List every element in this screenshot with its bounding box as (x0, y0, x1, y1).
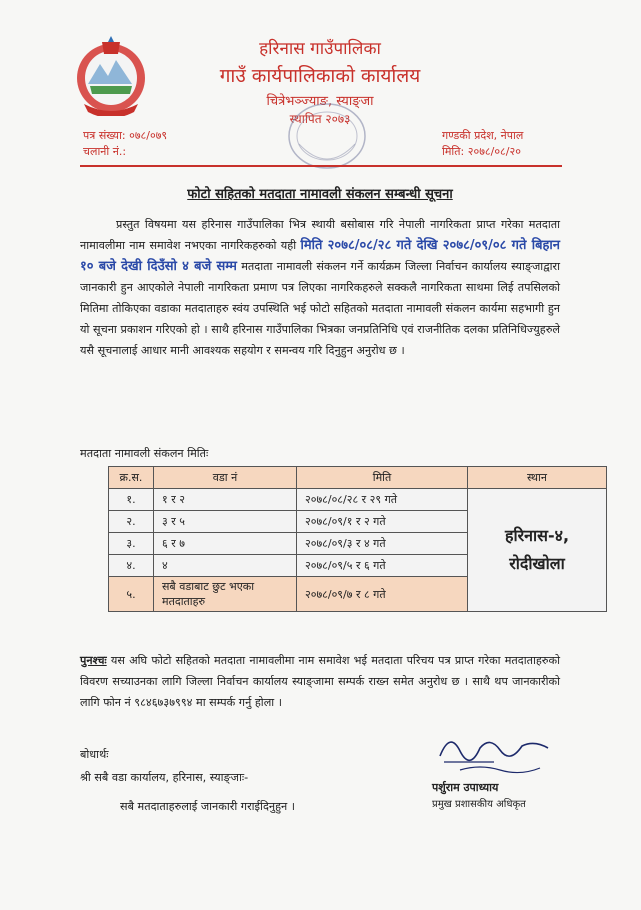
notice-body (80, 214, 560, 361)
cell-serial: ४. (109, 555, 154, 577)
signature-icon (430, 726, 570, 776)
body-part2: मतदाता नामावली संकलन गर्ने कार्यक्रम जिल्ला निर्वाचन कार्यालय स्याङ्जाद्वारा जानकारी हुन आएकोले नेपाली नागरिकता प्रमाण पत्र लिएका नागरिकहरुले सक्कलै नागरिकता साथमा लिई तपसिलको मितिमा तोकिएका वडाका मतदाताहरु स्वंय उपस्थिति भई फोटो सहितको मतदाता नामावली संकलन कार्यमा सहभागी हुन यो सूचना प्रकाशन गरिएको हो । साथै हरिनास गाउँपालिका भित्रका जनप्रतिनिधि एवं राजनीतिक दलका प्रतिनिधिज्युहरुले यसै सूचनालाई आधार मानी आवश्यक सहयोग र समन्वय गरि दिनुहुन अनुरोध छ । (80, 260, 560, 357)
cell-serial: १. (109, 489, 154, 511)
table-row (109, 489, 607, 511)
reference-block (83, 128, 167, 160)
place-line1: हरिनास-४, (504, 526, 570, 545)
cc-recipient: श्री सबै वडा कार्यालय, हरिनास, स्याङ्जाः- (80, 771, 249, 784)
postscript-text: यस अघि फोटो सहितको मतदाता नामावलीमा नाम समावेश भई मतदाता परिचय पत्र प्राप्त गरेका मतदाताहरुको विवरण सच्याउनका लागि जिल्ला निर्वाचन कार्यालय स्याङ्जामा सम्पर्क राख्न समेत अनुरोध छ । साथै थप जानकारीको लागि फोन नं ९८४६७३७९९४ मा सम्पर्क गर्नु होला । (80, 654, 560, 709)
cc-label: बोधार्थः (80, 748, 109, 761)
header-serial: क्र.स. (109, 467, 154, 489)
cell-date: २०७८/०८/२८ र २९ गते (297, 489, 468, 511)
body-highlight-dates: मिति २०७८/०८/२८ गते देखि २०७८/०९/०८ गते बिहान १० बजे देखी दिउँसो ४ बजे सम्म (80, 238, 560, 274)
cell-ward: १ र २ (154, 489, 297, 511)
cell-ward: सबै वडाबाट छुट भएका मतदाताहरु (154, 577, 297, 612)
cell-place (468, 489, 607, 612)
place-line2: रोदीखोला (509, 554, 565, 573)
header-divider (80, 165, 562, 167)
dispatch-number: चलानी नं.: (83, 145, 127, 158)
schedule-table (108, 466, 607, 612)
cell-serial: ३. (109, 533, 154, 555)
cell-date: २०७८/०९/७ र ८ गते (297, 577, 468, 612)
cell-date: २०७८/०९/३ र ४ गते (297, 533, 468, 555)
header-ward: वडा नं (154, 467, 297, 489)
office-stamp-icon (275, 96, 373, 180)
cell-ward: ६ र ७ (154, 533, 297, 555)
body-part1: प्रस्तुत विषयमा यस हरिनास गाउँपालिका भित्र स्थायी बसोबास गरि नेपाली नागरिकता प्राप्त गरेका मतदाता नामावलीमा नाम समावेश नभएका नागरिकहरुको यही (80, 218, 560, 252)
cell-date: २०७८/०९/१ र २ गते (297, 511, 468, 533)
schedule-label: मतदाता नामावली संकलन मितिः (80, 447, 209, 460)
notice-subject: फोटो सहितको मतदाता नामावली संकलन सम्बन्धी सूचना (187, 187, 453, 202)
table-header-row (109, 467, 607, 489)
province-label: गण्डकी प्रदेश, नेपाल (442, 129, 524, 142)
cell-ward: ४ (154, 555, 297, 577)
letterhead-address: चित्रेभञ्ज्याङ, स्याङ्जा (266, 94, 374, 109)
reference-number: पत्र संख्या: ०७८/०७९ (83, 129, 168, 142)
cell-serial: २. (109, 511, 154, 533)
cell-date: २०७८/०९/५ र ६ गते (297, 555, 468, 577)
signatory-title: प्रमुख प्रशासकीय अधिकृत (432, 799, 526, 810)
cell-serial: ५. (109, 577, 154, 612)
postscript-label: पुनश्चः (80, 654, 107, 667)
header-date: मिति (297, 467, 468, 489)
postscript (80, 650, 560, 713)
letterhead-office: गाउँ कार्यपालिकाको कार्यालय (219, 65, 421, 87)
letterhead-established: स्थापित २०७३ (289, 112, 351, 126)
cell-ward: ३ र ५ (154, 511, 297, 533)
signatory-name: पर्शुराम उपाध्याय (432, 781, 499, 794)
cc-instruction: सबै मतदाताहरुलाई जानकारी गराईदिनुहुन । (120, 800, 296, 813)
nepal-emblem-icon (72, 34, 150, 116)
letter-date: मिति: २०७८/०८/२० (442, 145, 521, 158)
header-place: स्थान (468, 467, 607, 489)
letterhead-municipality: हरिनास गाउँपालिका (259, 39, 381, 59)
date-block (442, 128, 523, 160)
